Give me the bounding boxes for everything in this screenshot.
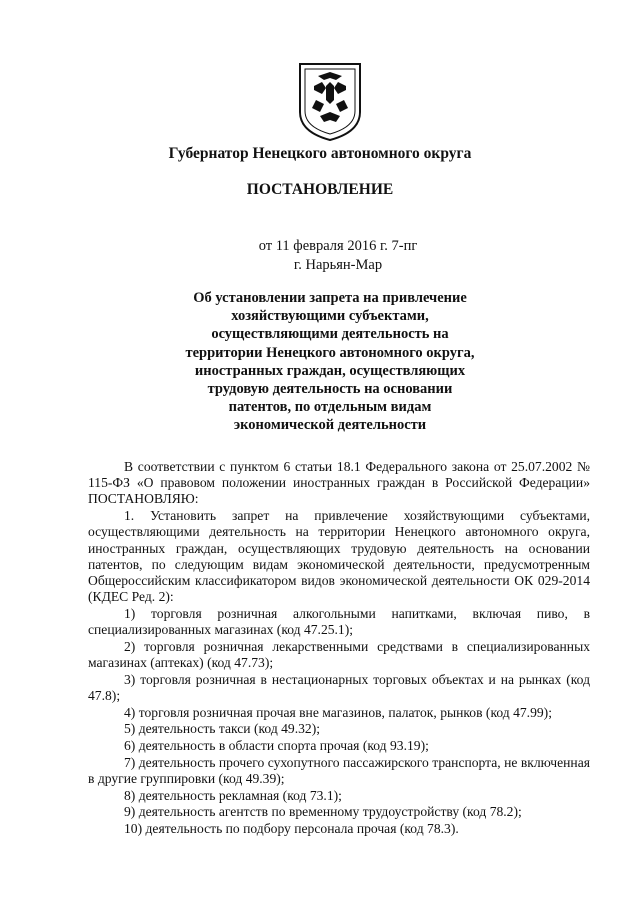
list-item: 7) деятельность прочего сухопутного пассажирского транспорта, не включенная в другие группировки (код 49.39); [88, 754, 590, 786]
list-item: 3) торговля розничная в нестационарных торговых объектах и на рынках (код 47.8); [88, 671, 590, 703]
list-item: 9) деятельность агентств по временному трудоустройству (код 78.2); [124, 804, 522, 820]
document-subject: Об установлении запрета на привлечение хозяйствующими субъектами, осуществляющими деятельность на территории Ненецкого автономного округа, иностранных граждан, осуществляющих трудовую деятельность на основании патентов, по отдельным видам экономической деятельности [185, 290, 475, 434]
coat-of-arms-icon [296, 60, 364, 142]
document-body [88, 459, 590, 838]
document-place: г. Нарьян-Мар [293, 257, 383, 273]
list-item: 6) деятельность в области спорта прочая (код 93.19); [124, 737, 429, 753]
list-item: 5) деятельность такси (код 49.32); [124, 721, 321, 737]
item-1-paragraph: 1. Установить запрет на привлечение хозяйствующими субъектами, осуществляющими деятельность на территории Ненецкого автономного округа, иностранных граждан, осуществляющих трудовую деятельность на основании патентов, по следующим видам экономической деятельности, предусмотренным Общероссийским классификатором видов экономической деятельности ОК 029-2014 (КДЕС Ред. 2): [88, 508, 590, 605]
document-date-number: от 11 февраля 2016 г. 7-пг [258, 238, 418, 254]
list-item: 8) деятельность рекламная (код 73.1); [124, 787, 342, 803]
list-item: 4) торговля розничная прочая вне магазинов, палаток, рынков (код 47.99); [124, 704, 552, 720]
authority-title: Губернатор Ненецкого автономного округа [168, 145, 472, 162]
intro-paragraph: В соответствии с пунктом 6 статьи 18.1 Федерального закона от 25.07.2002 № 115-ФЗ «О правовом положении иностранных граждан в Российской Федерации» ПОСТАНОВЛЯЮ: [88, 459, 590, 507]
list-item: 2) торговля розничная лекарственными средствами в специализированных магазинах (аптеках) (код 47.73); [88, 638, 590, 670]
document-type: ПОСТАНОВЛЕНИЕ [246, 181, 394, 198]
list-item: 1) торговля розничная алкогольными напитками, включая пиво, в специализированных магазинах (код 47.25.1); [88, 605, 590, 638]
list-item: 10) деятельность по подбору персонала прочая (код 78.3). [124, 820, 459, 836]
